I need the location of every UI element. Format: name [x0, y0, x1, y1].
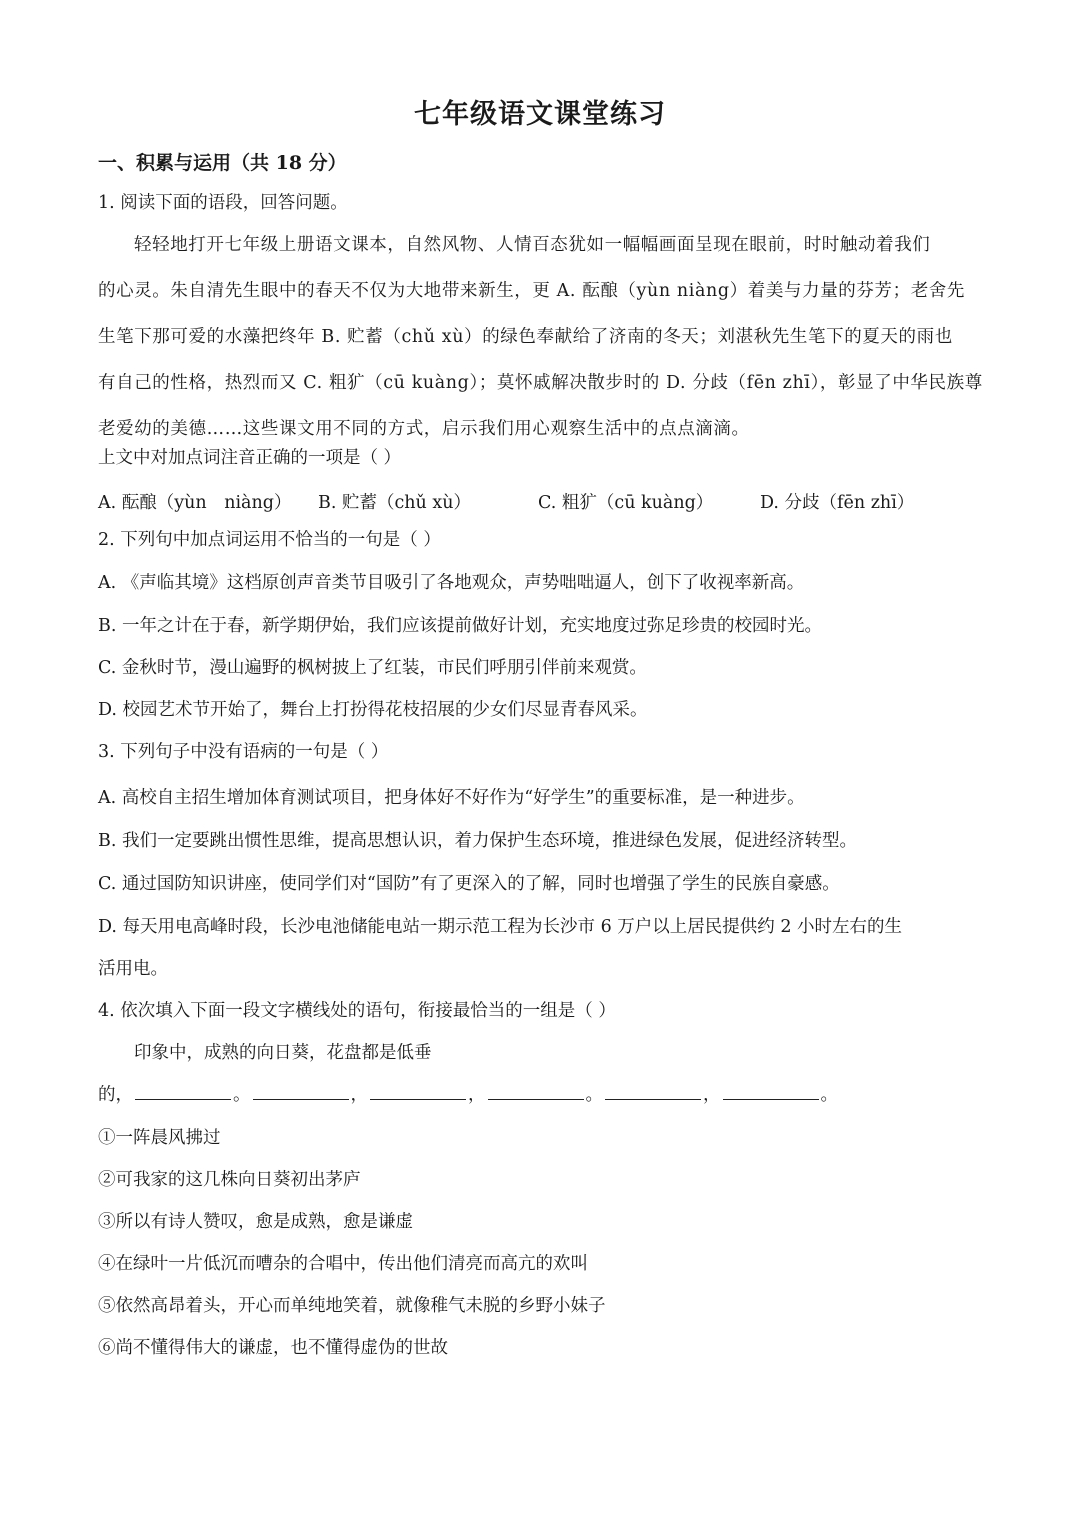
passage-line: 生笔下那可爱的水藻把终年 B. 贮蓄（chǔ xù）的绿色奉献给了济南的冬天；刘湛秋先生笔下的夏天的雨也: [98, 327, 953, 347]
blank-punctuation: 。: [820, 1085, 838, 1105]
blank-punctuation: ，: [703, 1085, 721, 1105]
blank-punctuation: 。: [233, 1085, 251, 1105]
passage-line: 老爱幼的美德……这些课文用不同的方式，启示我们用心观察生活中的点点滴滴。: [98, 419, 750, 439]
blank-punctuation: 。: [585, 1085, 603, 1105]
passage-line: 的心灵。朱自清先生眼中的春天不仅为大地带来新生，更 A. 酝酿（yùn niàng）着美与力量的芬芳；老舍先: [98, 281, 965, 301]
question-1-stem: 1. 阅读下面的语段，回答问题。: [98, 193, 348, 213]
answer-blank[interactable]: [370, 1085, 466, 1100]
question-1-passage: [98, 222, 988, 452]
question-2-stem: 2. 下列句中加点词运用不恰当的一句是（ ）: [98, 530, 441, 550]
question-1-option-d: D. 分歧（fēn zhī）: [760, 493, 915, 513]
question-4-item: ④在绿叶一片低沉而嘈杂的合唱中，传出他们清亮而高亢的欢叫: [98, 1254, 588, 1274]
question-4-item: ⑤依然高昂着头，开心而单纯地笑着，就像稚气未脱的乡野小妹子: [98, 1296, 606, 1316]
blank-punctuation: ，: [350, 1085, 368, 1105]
answer-blank[interactable]: [605, 1085, 701, 1100]
question-3-option-c: C. 通过国防知识讲座，使同学们对“国防”有了更深入的了解，同时也增强了学生的民族自豪感。: [98, 874, 840, 894]
question-1-prompt: 上文中对加点词注音正确的一项是（ ）: [98, 448, 402, 468]
question-1-option-c: C. 粗犷（cū kuàng）: [538, 493, 714, 513]
answer-blank[interactable]: [253, 1085, 349, 1100]
question-2-option-b: B. 一年之计在于春，新学期伊始，我们应该提前做好计划，充实地度过弥足珍贵的校园时光。: [98, 616, 822, 636]
answer-blank[interactable]: [723, 1085, 819, 1100]
question-2-option-d: D. 校园艺术节开始了，舞台上打扮得花枝招展的少女们尽显青春风采。: [98, 700, 648, 720]
question-1-option-a: A. 酝酿（yùn niàng）: [98, 493, 292, 513]
question-4-stem: 4. 依次填入下面一段文字横线处的语句，衔接最恰当的一组是（ ）: [98, 1001, 616, 1021]
question-1-option-b: B. 贮蓄（chǔ xù）: [318, 493, 472, 513]
question-3-option-a: A. 高校自主招生增加体育测试项目，把身体好不好作为“好学生”的重要标准，是一种进步。: [98, 788, 805, 808]
question-4-item: ③所以有诗人赞叹，愈是成熟，愈是谦虚: [98, 1212, 413, 1232]
question-4-item: ⑥尚不懂得伟大的谦虚，也不懂得虚伪的世故: [98, 1338, 448, 1358]
question-2-option-a: A. 《声临其境》这档原创声音类节目吸引了各地观众，声势咄咄逼人，创下了收视率新高。: [98, 573, 805, 593]
question-2-option-c: C. 金秋时节，漫山遍野的枫树披上了红装，市民们呼朋引伴前来观赏。: [98, 658, 647, 678]
question-3-option-d-continued: 活用电。: [98, 959, 168, 979]
question-3-option-b: B. 我们一定要跳出惯性思维，提高思想认识，着力保护生态环境，推进绿色发展，促进经济转型。: [98, 831, 857, 851]
answer-blank[interactable]: [135, 1085, 231, 1100]
blank-punctuation: ，: [468, 1085, 486, 1105]
blank-prefix: 的，: [98, 1085, 133, 1105]
section-heading: 一、积累与运用（共 18 分）: [98, 152, 347, 174]
question-4-blanks: [98, 1083, 838, 1107]
question-4-lead: 印象中，成熟的向日葵，花盘都是低垂: [134, 1043, 432, 1063]
question-4-item: ①一阵晨风拂过: [98, 1128, 221, 1148]
passage-line: 有自己的性格，热烈而又 C. 粗犷（cū kuàng）；莫怀戚解决散步时的 D. 分歧（fēn zhī），彰显了中华民族尊: [98, 373, 983, 393]
question-3-stem: 3. 下列句子中没有语病的一句是（ ）: [98, 742, 389, 762]
question-4-item: ②可我家的这几株向日葵初出茅庐: [98, 1170, 361, 1190]
page-title: 七年级语文课堂练习: [414, 99, 666, 130]
question-3-option-d: D. 每天用电高峰时段，长沙电池储能电站一期示范工程为长沙市 6 万户以上居民提供约 2 小时左右的生: [98, 917, 903, 937]
answer-blank[interactable]: [488, 1085, 584, 1100]
passage-line: 轻轻地打开七年级上册语文课本，自然风物、人情百态犹如一幅幅画面呈现在眼前，时时触动着我们: [134, 235, 931, 255]
